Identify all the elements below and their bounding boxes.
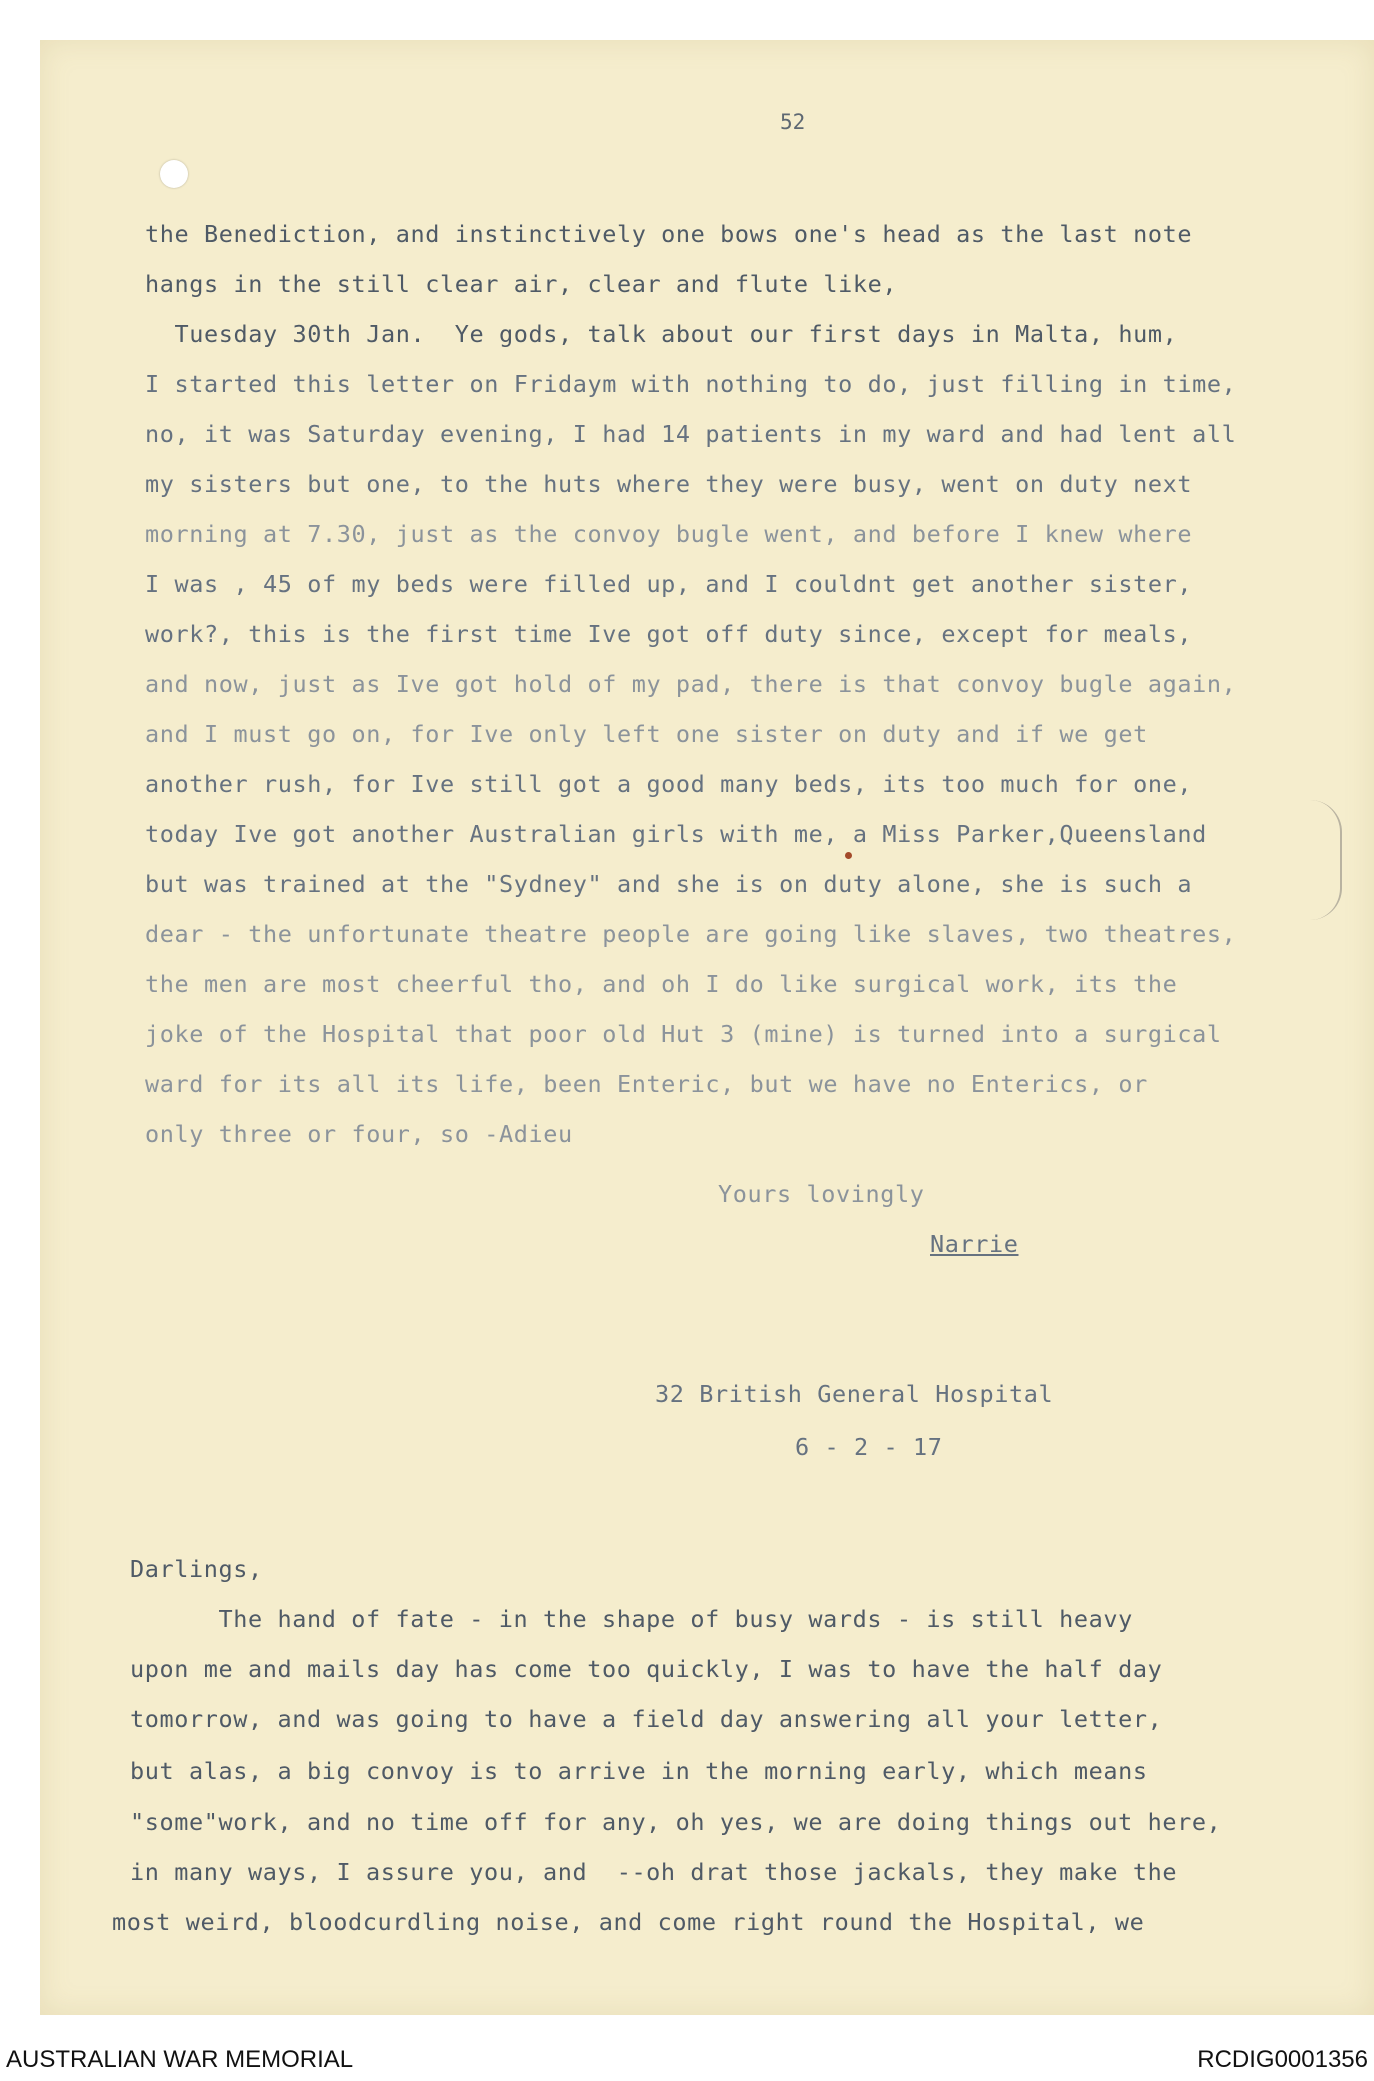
text-line: morning at 7.30, just as the convoy bugle went, and before I knew where xyxy=(145,520,1193,548)
text-line: Tuesday 30th Jan. Ye gods, talk about our first days in Malta, hum, xyxy=(145,320,1178,348)
text-line: the Benediction, and instinctively one bows one's head as the last note xyxy=(145,220,1193,248)
text-line: dear - the unfortunate theatre people are going like slaves, two theatres, xyxy=(145,920,1237,948)
text-line: I was , 45 of my beds were filled up, and I couldnt get another sister, xyxy=(145,570,1193,598)
signature: Narrie xyxy=(930,1230,1019,1258)
punch-hole xyxy=(160,160,188,188)
text-line: The hand of fate - in the shape of busy wards - is still heavy xyxy=(130,1605,1133,1633)
text-line: but alas, a big convoy is to arrive in the morning early, which means xyxy=(130,1757,1148,1785)
text-line: and I must go on, for Ive only left one sister on duty and if we get xyxy=(145,720,1148,748)
text-line: work?, this is the first time Ive got off duty since, except for meals, xyxy=(145,620,1193,648)
page-number: 52 xyxy=(780,110,806,134)
text-line: another rush, for Ive still got a good many beds, its too much for one, xyxy=(145,770,1193,798)
text-line: but was trained at the "Sydney" and she is on duty alone, she is such a xyxy=(145,870,1193,898)
text-line: ward for its all its life, been Enteric, but we have no Enterics, or xyxy=(145,1070,1148,1098)
text-line: today Ive got another Australian girls with me, a Miss Parker,Queensland xyxy=(145,820,1207,848)
text-line: joke of the Hospital that poor old Hut 3 (mine) is turned into a surgical xyxy=(145,1020,1222,1048)
text-line: no, it was Saturday evening, I had 14 patients in my ward and had lent all xyxy=(145,420,1237,448)
text-line: and now, just as Ive got hold of my pad, there is that convoy bugle again, xyxy=(145,670,1237,698)
text-line: upon me and mails day has come too quickly, I was to have the half day xyxy=(130,1655,1163,1683)
text-line: in many ways, I assure you, and --oh drat those jackals, they make the xyxy=(130,1858,1178,1886)
pencil-bracket-mark xyxy=(1310,800,1342,920)
closing: Yours lovingly xyxy=(718,1180,925,1208)
date: 6 - 2 - 17 xyxy=(795,1433,943,1461)
text-line: only three or four, so -Adieu xyxy=(145,1120,573,1148)
text-line: most weird, bloodcurdling noise, and come right round the Hospital, we xyxy=(112,1908,1145,1936)
text-line: tomorrow, and was going to have a field day answering all your letter, xyxy=(130,1705,1163,1733)
text-line: I started this letter on Fridaym with nothing to do, just filling in time, xyxy=(145,370,1237,398)
text-line: my sisters but one, to the huts where they were busy, went on duty next xyxy=(145,470,1193,498)
archive-id: RCDIG0001356 xyxy=(1197,2046,1368,2073)
archive-credit: AUSTRALIAN WAR MEMORIAL xyxy=(6,2046,354,2073)
text-line: the men are most cheerful tho, and oh I do like surgical work, its the xyxy=(145,970,1178,998)
ink-spot xyxy=(845,852,852,859)
address: 32 British General Hospital xyxy=(655,1380,1054,1408)
text-line: hangs in the still clear air, clear and flute like, xyxy=(145,270,898,298)
text-line: "some"work, and no time off for any, oh yes, we are doing things out here, xyxy=(130,1808,1222,1836)
salutation: Darlings, xyxy=(130,1555,263,1583)
